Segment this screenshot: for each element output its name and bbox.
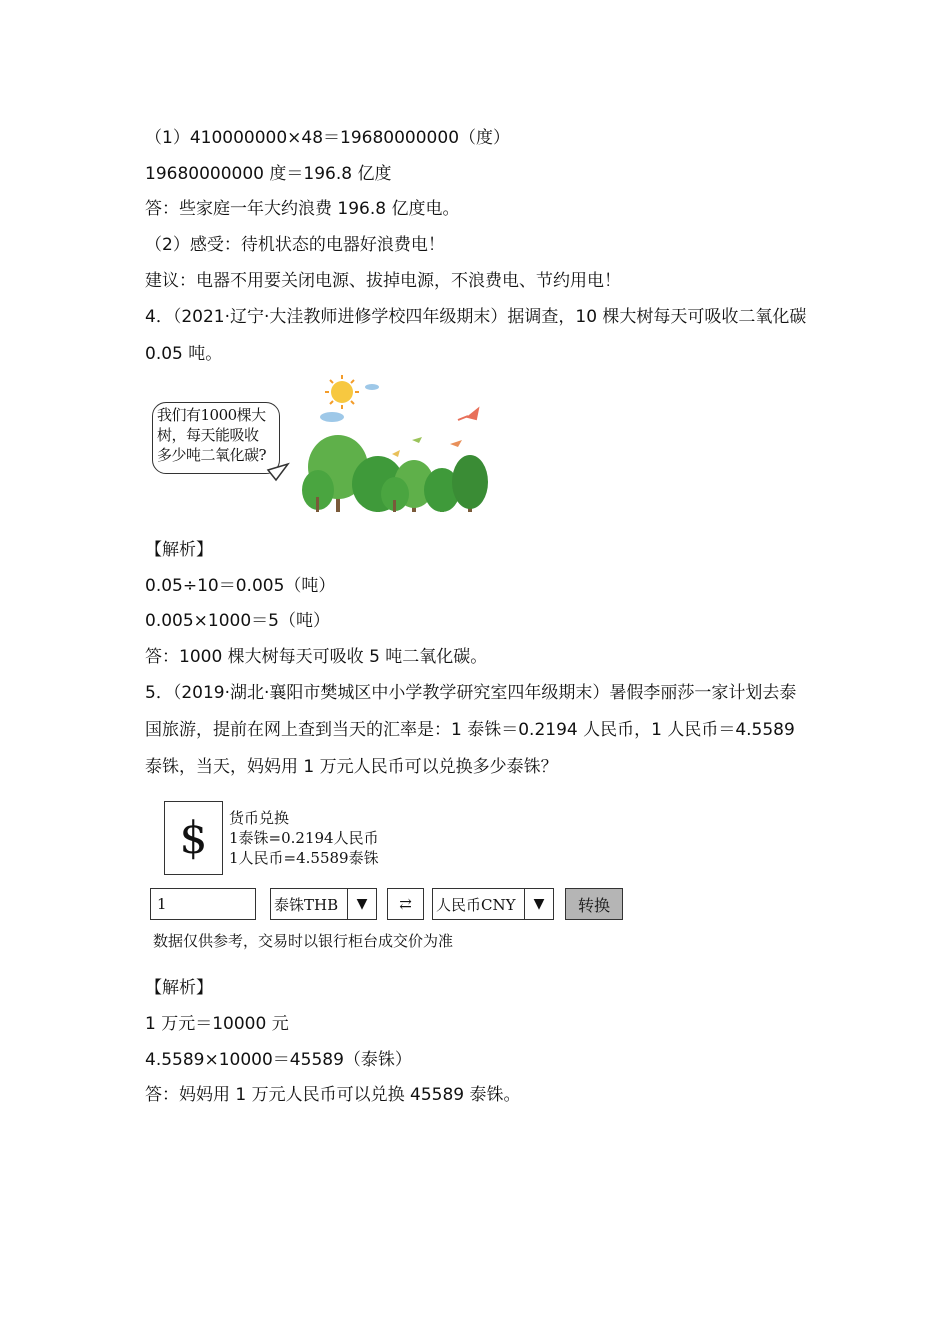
analysis-heading-1: 【解析】 [145,540,213,560]
analysis-heading-2: 【解析】 [145,978,213,998]
bird-icon [392,450,400,457]
from-currency-select[interactable] [270,888,377,920]
bubble-line: 树，每天能吸收 [157,426,259,444]
bubble-line: 多少吨二氧化碳? [157,446,267,464]
disclaimer-note: 数据仅供参考，交易时以银行柜台成交价为准 [153,932,454,950]
chevron-down-icon: ▼ [347,889,376,919]
calc-line-1: （1）410000000×48＝19680000000（度） [145,128,511,148]
bird-icon [412,437,422,443]
dollar-icon: $ [164,801,223,875]
swap-icon[interactable]: ⇄ [387,888,424,920]
rate-line-2: 1人民币=4.5589泰铢 [229,849,379,867]
bird-icon [458,409,478,420]
to-currency-label: 人民币CNY [436,895,516,914]
analysis-line-3: 1 万元＝10000 元 [145,1014,289,1034]
analysis-line-4: 4.5589×10000＝45589（泰铢） [145,1050,412,1070]
analysis-line-1: 0.05÷10＝0.005（吨） [145,576,336,596]
calc-line-2: 19680000000 度＝196.8 亿度 [145,164,392,184]
analysis-answer-2: 答：妈妈用 1 万元人民币可以兑换 45589 泰铢。 [145,1085,521,1105]
answer-line-1: 答：些家庭一年大约浪费 196.8 亿度电。 [145,199,460,219]
chevron-down-icon: ▼ [524,889,553,919]
currency-title: 货币兑换 [229,809,290,827]
to-currency-select[interactable] [432,888,554,920]
suggestion-line: 建议：电器不用要关闭电源、拔掉电源，不浪费电、节约用电！ [145,271,621,291]
trees-drawing [150,372,495,517]
amount-input[interactable]: 1 [150,888,256,920]
from-currency-label: 泰铢THB [274,895,339,914]
currency-info [229,808,379,868]
cloud-icon [320,412,344,422]
feeling-line: （2）感受：待机状态的电器好浪费电！ [145,235,445,255]
trees-illustration [150,372,495,517]
sun-icon [325,375,359,409]
tree-group [302,435,488,512]
bubble-line: 我们有1000棵大 [157,406,266,424]
question-5: 5．（2019·湖北·襄阳市樊城区中小学教学研究室四年级期末）暑假李丽莎一家计划去泰国旅游，提前在网上查到当天的汇率是：1 泰铢＝0.2194 人民币，1 人民币＝4.5589 泰铢，当天，妈妈用 1 万元人民币可以兑换多少泰铢？ [145,683,797,777]
rate-line-1: 1泰铢=0.2194人民币 [229,829,379,847]
question-4: 4．（2021·辽宁·大洼教师进修学校四年级期末）据调查，10 棵大树每天可吸收二氧化碳 0.05 吨。 [145,307,807,364]
cloud-icon [365,384,379,390]
analysis-answer-1: 答：1000 棵大树每天可吸收 5 吨二氧化碳。 [145,647,488,667]
convert-button[interactable]: 转换 [565,888,623,920]
analysis-line-2: 0.005×1000＝5（吨） [145,611,330,631]
bird-icon [450,440,462,447]
